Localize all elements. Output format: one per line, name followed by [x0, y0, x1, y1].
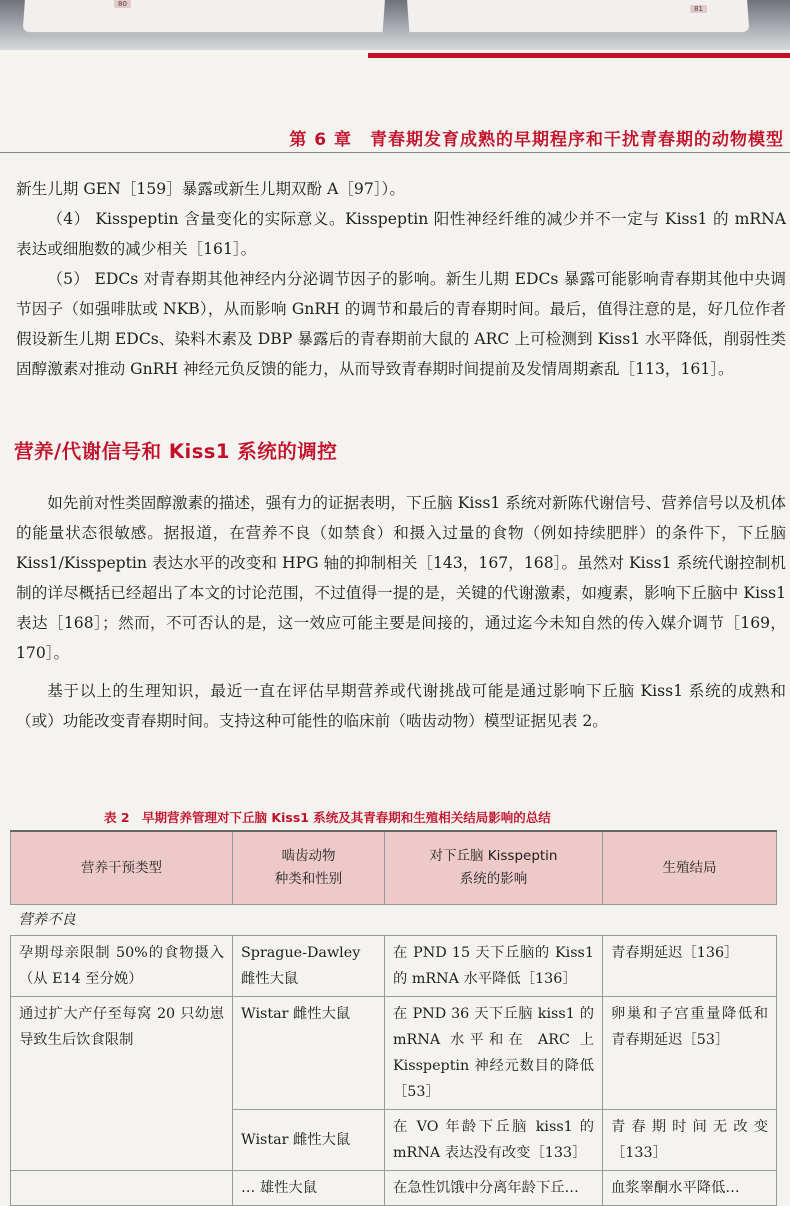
cell-effect: 在 PND 15 天下丘脑的 Kiss1 的 mRNA 水平降低［136］ — [385, 936, 603, 997]
chapter-title: 第 6 章 青春期发育成熟的早期程序和干扰青春期的动物模型 — [289, 130, 784, 150]
cell-effect: 在 PND 36 天下丘脑 kiss1 的 mRNA 水平和在 ARC 上 Kisspeptin 神经元数目的降低［53］ — [385, 997, 603, 1110]
paragraph-continuation: 新生儿期 GEN［159］暴露或新生儿期双酚 A［97］）。 — [16, 180, 405, 198]
section-heading: 营养/代谢信号和 Kiss1 系统的调控 — [14, 440, 338, 463]
book-edge-photo — [0, 0, 790, 50]
left-page-number: 80 — [114, 0, 131, 8]
cell-outcome: 青春期时间无改变［133］ — [603, 1110, 777, 1171]
group-label-undernutrition: 营养不良 — [11, 905, 777, 936]
paragraph-table-reference: 基于以上的生理知识，最近一直在评估早期营养或代谢挑战可能是通过影响下丘脑 Kiss1 系统的成熟和（或）功能改变青春期时间。支持这种可能性的临床前（啮齿动物）模型证据见表 2。 — [16, 682, 786, 730]
header-reproductive-outcome: 生殖结局 — [603, 831, 777, 905]
cell-intervention — [11, 1171, 233, 1206]
cell-effect: 在急性饥饿中分离年龄下丘… — [385, 1171, 603, 1206]
header-intervention-type: 营养干预类型 — [11, 831, 233, 905]
paragraph-nutrition-intro: 如先前对性类固醇激素的描述，强有力的证据表明，下丘脑 Kiss1 系统对新陈代谢信号、营养信号以及机体的能量状态很敏感。据报道，在营养不良（如禁食）和摄入过量的食物（例如持续肥胖）的条件下，下丘脑 Kiss1/Kisspeptin 表达水平的改变和 HPG 轴的抑制相关［143，167，168］。虽然对 Kiss1 系统代谢控制机制的详尽概括已经超出了本文的讨论范围，不过值得一提的是，关键的代谢激素，如瘦素，影响下丘脑中 Kiss1 表达［168］；然而，不可否认的是，这一效应可能主要是间接的，通过迄今未知自然的传入媒介调节［169，170］。 — [16, 494, 786, 662]
cell-effect: 在 VO 年龄下丘脑 kiss1 的 mRNA 表达没有改变［133］ — [385, 1110, 603, 1171]
chapter-header — [0, 124, 790, 154]
paragraph-item-5: （5） EDCs 对青春期其他神经内分泌调节因子的影响。新生儿期 EDCs 暴露可能影响青春期其他中央调节因子（如强啡肽或 NKB），从而影响 GnRH 的调节和最后的青春期时间。最后，值得注意的是，好几位作者假设新生儿期 EDCs、染料木素及 DBP 暴露后的青春期前大鼠的 ARC 上可检测到 Kiss1 水平降低，削弱性类固醇激素对推动 GnRH 神经元负反馈的能力，从而导致青春期时间提前及发情周期紊乱［113，161］。 — [16, 270, 786, 378]
cell-outcome: 青春期延迟［136］ — [603, 936, 777, 997]
table-row — [11, 936, 777, 997]
header-rule — [0, 152, 790, 153]
red-decorative-rule — [368, 53, 790, 58]
right-page-number: 81 — [690, 5, 707, 13]
table-row — [11, 1171, 777, 1206]
cell-species: Wistar 雌性大鼠 — [233, 1110, 385, 1171]
cell-species: Wistar 雌性大鼠 — [233, 997, 385, 1110]
table-group-row — [11, 905, 777, 936]
left-page-edge — [23, 0, 386, 34]
table-header-row — [11, 831, 777, 905]
cell-intervention: 孕期母亲限制 50%的食物摄入（从 E14 至分娩） — [11, 936, 233, 997]
cell-outcome: 卵巢和子宫重量降低和青春期延迟［53］ — [603, 997, 777, 1110]
cell-species: … 雄性大鼠 — [233, 1171, 385, 1206]
body-text-top — [16, 174, 786, 384]
cell-species: Sprague-Dawley 雌性大鼠 — [233, 936, 385, 997]
paragraph-item-4: （4） Kisspeptin 含量变化的实际意义。Kisspeptin 阳性神经纤维的减少并不一定与 Kiss1 的 mRNA 表达或细胞数的减少相关［161］。 — [16, 210, 786, 258]
body-text-section — [16, 488, 786, 736]
cell-outcome: 血浆睾酮水平降低… — [603, 1171, 777, 1206]
cell-intervention: 通过扩大产仔至每窝 20 只幼崽导致生后饮食限制 — [11, 997, 233, 1171]
header-kisspeptin-effect: 对下丘脑 Kisspeptin 系统的影响 — [385, 831, 603, 905]
nutrition-table — [10, 830, 777, 1206]
table-row — [11, 997, 777, 1110]
table-caption: 表 2 早期营养管理对下丘脑 Kiss1 系统及其青春期和生殖相关结局影响的总结 — [104, 810, 551, 825]
header-species-sex: 啮齿动物 种类和性别 — [233, 831, 385, 905]
